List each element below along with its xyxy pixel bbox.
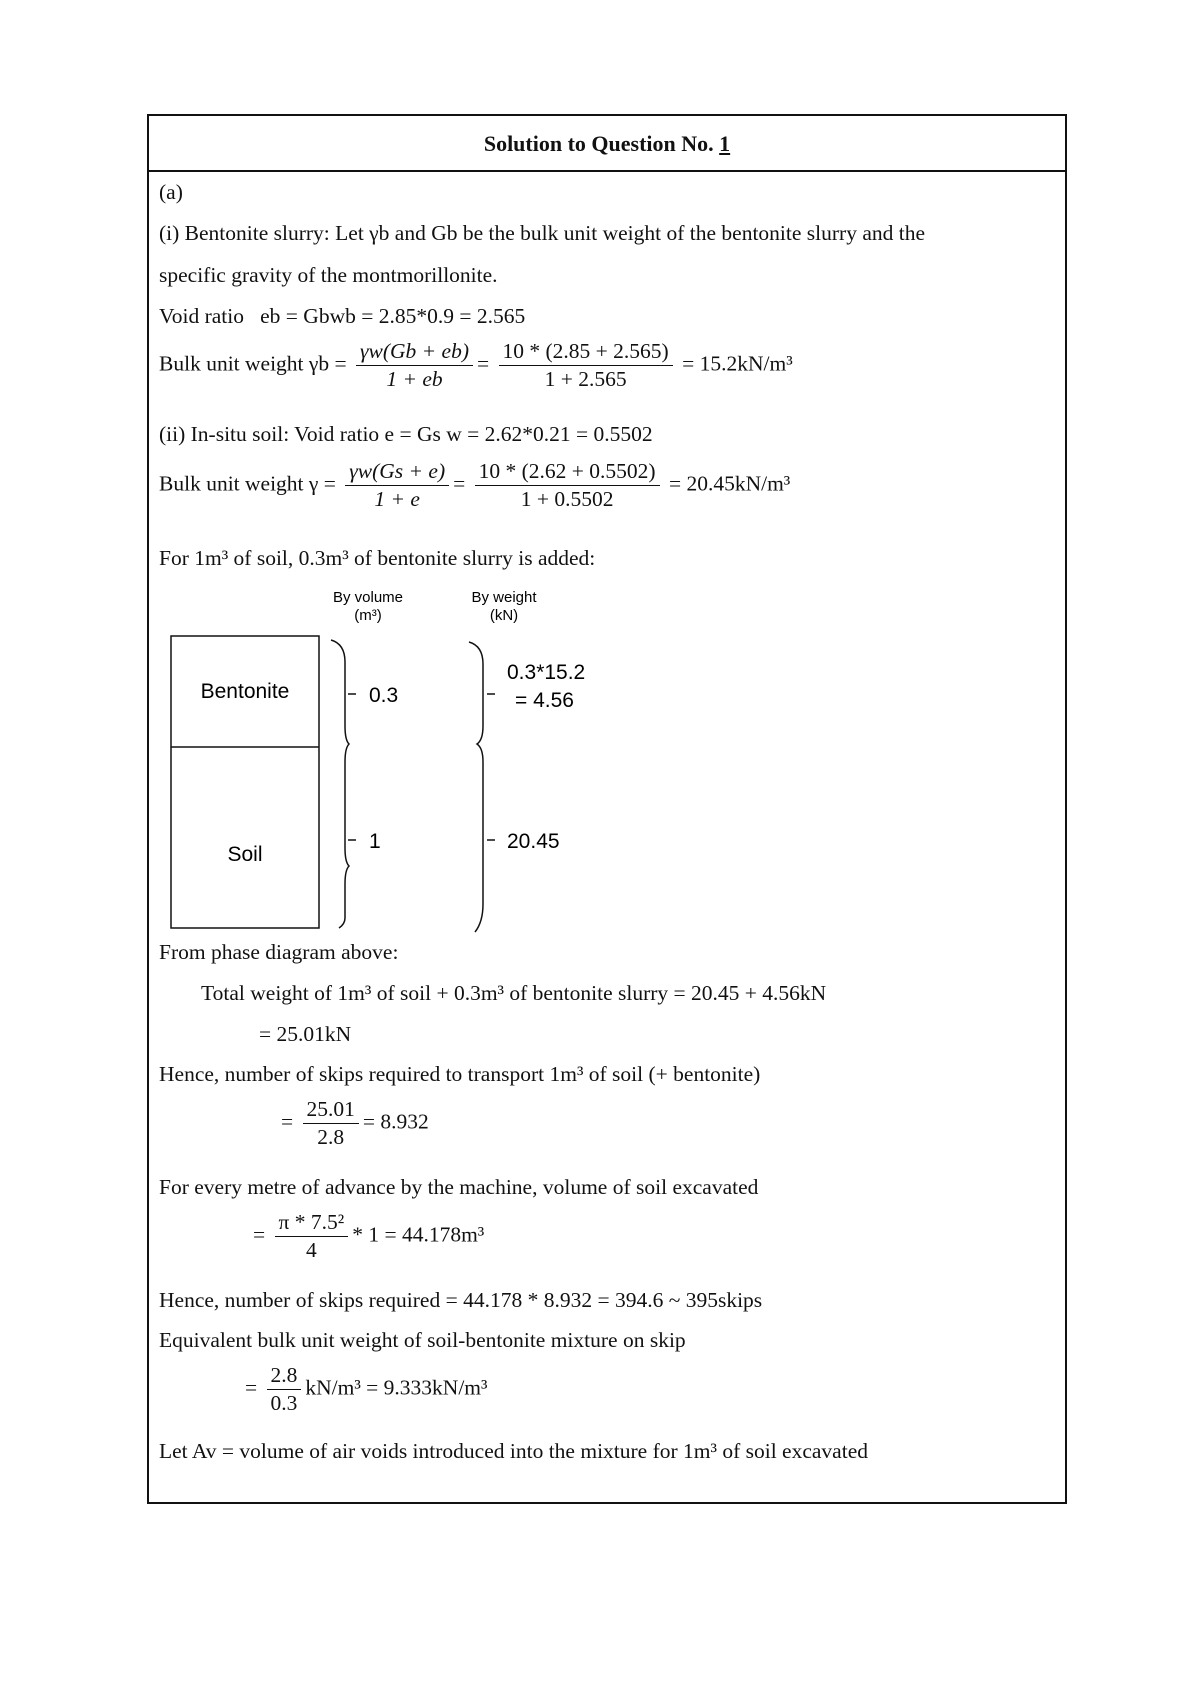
fraction-denominator: 1 + e	[374, 487, 420, 511]
equals-sign: =	[281, 1109, 294, 1134]
bentonite-volume: 0.3	[369, 684, 399, 707]
fraction-denominator: 1 + eb	[386, 367, 443, 391]
header-title: Solution to Question No.	[483, 131, 720, 156]
fraction-denominator: 1 + 2.565	[544, 367, 627, 391]
bentonite-weight-line1: 0.3*15.2	[507, 661, 586, 684]
fraction-denominator: 4	[305, 1238, 317, 1262]
skips-per-m3-equation	[281, 1096, 429, 1151]
soil-box-label: Soil	[227, 843, 263, 866]
equivalent-line: Equivalent bulk unit weight of soil-bentonite mixture on skip	[159, 1328, 686, 1352]
phase-diagram	[149, 116, 1065, 976]
skips-per-m3-result: = 8.932	[362, 1109, 429, 1134]
unit-weight-label: Bulk unit weight γb =	[159, 351, 347, 376]
phase-text: From phase diagram above:	[159, 940, 399, 964]
question-number: 1	[719, 131, 731, 156]
col-weight-title: By weight	[471, 589, 537, 606]
soil-weight: 20.45	[507, 830, 560, 853]
fraction-numerator: 2.8	[267, 1362, 302, 1390]
fraction-numerator: 10 * (2.85 + 2.565)	[499, 338, 673, 366]
advance-line: For every metre of advance by the machine, volume of soil excavated	[159, 1175, 759, 1199]
bentonite-box-label: Bentonite	[200, 680, 290, 703]
col-volume-unit: (m³)	[354, 607, 382, 624]
soil-volume: 1	[369, 830, 381, 853]
bentonite-intro-line1: (i) Bentonite slurry: Let γb and Gb be the bulk unit weight of the bentonite slurry and the	[159, 221, 926, 245]
total-weight-line: Total weight of 1m³ of soil + 0.3m³ of bentonite slurry = 20.45 + 4.56kN	[201, 981, 827, 1005]
equals-sign: =	[253, 1222, 266, 1247]
fraction-denominator: 0.3	[270, 1391, 298, 1415]
fraction-numerator: 25.01	[303, 1096, 359, 1124]
solution-frame	[147, 114, 1067, 1504]
weight-brace	[469, 642, 483, 932]
bentonite-weight-line2: = 4.56	[515, 689, 574, 712]
volume-brace	[331, 640, 349, 928]
void-ratio-label: Void ratio	[159, 304, 245, 328]
equals-sign: =	[453, 471, 466, 496]
mix-line: For 1m³ of soil, 0.3m³ of bentonite slurry is added:	[159, 546, 596, 570]
volume-result: * 1 = 44.178m³	[352, 1222, 485, 1247]
unit-weight-result: = 20.45kN/m³	[668, 471, 791, 496]
bentonite-intro-line2: specific gravity of the montmorillonite.	[159, 263, 498, 287]
skips-total-line: Hence, number of skips required = 44.178 * 8.932 = 394.6 ~ 395skips	[159, 1288, 763, 1312]
unit-weight-label: Bulk unit weight γ =	[159, 471, 336, 496]
part-label: (a)	[159, 180, 183, 204]
fraction-numerator: γw(Gs + e)	[345, 458, 449, 486]
equals-sign: =	[477, 351, 490, 376]
fraction-denominator: 1 + 0.5502	[520, 487, 614, 511]
air-voids-line: Let Av = volume of air voids introduced into the mixture for 1m³ of soil excavated	[159, 1439, 868, 1463]
unit-weight-result: = 15.2kN/m³	[682, 351, 793, 376]
skips-per-m3-line: Hence, number of skips required to transport 1m³ of soil (+ bentonite)	[159, 1062, 761, 1086]
fraction-numerator: γw(Gb + eb)	[356, 338, 473, 366]
fraction-numerator: π * 7.5²	[275, 1209, 349, 1237]
equivalent-fraction	[267, 1362, 302, 1417]
fraction-numerator: 10 * (2.62 + 0.5502)	[475, 458, 660, 486]
col-volume-title: By volume	[332, 589, 404, 606]
skips-fraction	[303, 1096, 359, 1151]
excavated-volume-equation	[253, 1209, 484, 1264]
insitu-void-ratio: (ii) In-situ soil: Void ratio e = Gs w = 2.62*0.21 = 0.5502	[159, 422, 653, 446]
volume-fraction	[275, 1209, 349, 1264]
equivalent-unit-weight-equation	[245, 1362, 487, 1417]
total-weight-result: = 25.01kN	[259, 1022, 352, 1046]
equals-sign: =	[245, 1375, 258, 1400]
void-ratio-expression: eb = Gbwb = 2.85*0.9 = 2.565	[260, 304, 526, 328]
equivalent-result: kN/m³ = 9.333kN/m³	[305, 1375, 488, 1400]
col-weight-unit: (kN)	[489, 607, 519, 624]
fraction-denominator: 2.8	[317, 1125, 345, 1149]
